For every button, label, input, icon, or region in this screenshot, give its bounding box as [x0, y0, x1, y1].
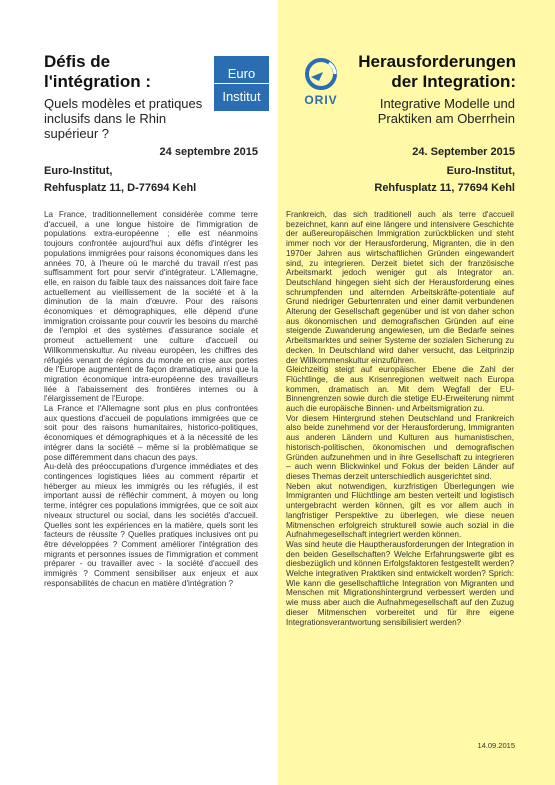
body-text-german — [286, 210, 514, 627]
oriv-swirl-icon — [293, 55, 349, 95]
body-text-french — [44, 210, 258, 588]
footer-date: 14.09.2015 — [477, 741, 515, 750]
euro-institut-logo — [214, 56, 269, 111]
paragraph-de-1: Frankreich, das sich traditionell auch als terre d'accueil bezeichnet, kann auf eine längere und intensivere Geschichte der außereuropäischen Immigration zurückblicken und steht immer noch vor der Herausforderung, Migranten, die in den 1970er Jahren aus wirtschaftlichen Gründen eingewandert sind, zu integrieren. Derzeit bietet sich der französische Arbeitsmarkt jedoch weniger gut als Integrator an. Deutschland hingegen sieht sich der Herausforderung eines schrumpfenden und alternden Arbeitskräfte-potentiale auf Grund niedriger Geburtenraten und einer damit verbundenen Alterung der Gesellschaft gegenüber und ist von daher schon aus ökonomischen und demografischen Gründen auf eine steigende Zuwanderung angewiesen, um die Bedarfe seines Arbeitsmarktes und seiner Systeme der sozialen Sicherung zu decken. In Deutschland wird daher versucht, das Leitprinzip der Willkommenskultur einzuführen. — [286, 210, 514, 365]
oriv-logo — [293, 55, 349, 111]
address-german: Rehfusplatz 11, 77694 Kehl — [374, 182, 515, 194]
subtitle-german: Integrative Modelle und Praktiken am Oberrhein — [377, 96, 515, 126]
logo-text-institut: Institut — [222, 89, 261, 104]
paragraph-fr-2: La France et l'Allemagne sont plus en plus confrontées aux questions d'accueil de populations immigrées que ce soit pour des raisons humanitaires, historico-politiques, économiques et démographiques et à la nécessité de les intégrer dans la société – même si la problématique se pose différemment dans chacun des pays. — [44, 404, 258, 462]
address-french: Rehfusplatz 11, D-77694 Kehl — [44, 182, 197, 194]
address-block-french — [44, 163, 264, 197]
paragraph-fr-1: La France, traditionnellement considérée comme terre d'accueil, a une longue histoire de l'immigration de populations extra-européenne ; elle est néanmoins toujours confrontée aujourd'hui aux défis d'intégrer les populations immigrées pour raisons économiques dans les années 70, à l'heure où le marché du travail n'est pas suffisamment fort pour servir d'intégrateur. L'Allemagne, elle, en raison du faible taux des naissances doit faire face actuellement au vieillissement de la société et à la diminution de la main d'œuvre. Pour des raisons économiques et démographiques, elle dépend d'une immigration croissante pour couvrir les besoins du marché de l'emploi et des systèmes d'assurance sociale et promeut actuellement une culture d'accueil ou Willkommenskultur. Au niveau européen, les chiffres des réfugiés venant de régions du monde en crise aux portes de l'Europe augmentent de façon dramatique, ainsi que la migration économique intra-européenne des travailleurs liée à l'abaissement des frontières internes ou à l'élargissement de l'Europe. — [44, 210, 258, 404]
logo-text-euro: Euro — [227, 66, 256, 81]
paragraph-de-4: Neben akut notwendigen, kurzfristigen Überlegungen wie Immigranten und Flüchtlinge am besten verteilt und logistisch untergebracht werden können, gilt es vor allem auch in langfristiger Perspektive zu überlegen, wie diese neuen Mitmenschen erfolgreich strukturell sowie auch sozial in die Aufnahmegesellschaft integriert werden können. — [286, 481, 514, 540]
paragraph-de-2: Gleichzeitig steigt auf europäischer Ebene die Zahl der Flüchtlinge, die aus Krisenregionen weltweit nach Europa kommen, dramatisch an. Mit dem Wegfall der EU-Binnengrenzen sowie durch die stetige EU-Erweiterung nimmt auch die europäische Binnen- und Arbeitsmigration zu. — [286, 365, 514, 414]
paragraph-de-3: Vor diesem Hintergrund stehen Deutschland und Frankreich also beide zunehmend vor der Herausforderung, Immigranten aus anderen Ländern und Kulturen aus humanistischen, historisch-politischen, ökonomischen und demografischen Gründen aufzunehmen und in ihre Gesellschaft zu integrieren – auch wenn Blickwinkel und Fokus der beiden Länder auf dieses Themas derzeit unterschiedlich ausgerichtet sind. — [286, 413, 514, 481]
paragraph-fr-3: Au-delà des préoccupations d'urgence immédiates et des contingences logistiques liées au comment répartir et héberger au mieux les immigrés ou les réfugiés, il est important aussi de réfléchir comment, à moyen ou long terme, intégrer ces populations immigrées, que ce soit aux niveaux structurel ou social, dans les sociétés d'accueil. Quelles sont les expériences en la matière, quels sont les facteurs de réussite ? Quelles pratiques inclusives ont pu être développées ? Comment améliorer l'intégration des migrants et personnes issues de l'immigration et comment préparer - ou travailler avec - la société d'accueil des immigrés ? Comment sensibiliser aux enjeux et aux responsabilités de chacun en matière d'intégration ? — [44, 462, 258, 588]
title-french: Défis de l'intégration : — [44, 52, 151, 91]
institution-german: Euro-Institut, — [446, 165, 515, 177]
institution-french: Euro-Institut, — [44, 165, 113, 177]
paragraph-de-5: Was sind heute die Hauptherausforderungen der Integration in den beiden Gesellschaften? Welche Erfahrungswerte gibt es diesbezüglich und können Erfolgsfaktoren festgestellt werden? Welche integrativen Praktiken sind entwickelt worden? Sprich: Wie kann die gesellschaftliche Integration von Migranten und Menschen mit Migrationshintergrund verbessert werden und wie muss aber auch die Aufnahmegesellschaft auf den Zuzug dieser Mitmenschen vorbereitet und für ihre eigene Integrationsverantwortung sensibilisiert werden? — [286, 539, 514, 627]
logo-text-oriv: ORIV — [304, 93, 338, 107]
date-french: 24 septembre 2015 — [159, 146, 258, 158]
address-block-german — [300, 163, 515, 197]
title-german: Herausforderungen der Integration: — [358, 52, 516, 91]
subtitle-french: Quels modèles et pratiques inclusifs dans le Rhin supérieur ? — [44, 96, 203, 141]
date-german: 24. September 2015 — [412, 146, 515, 158]
